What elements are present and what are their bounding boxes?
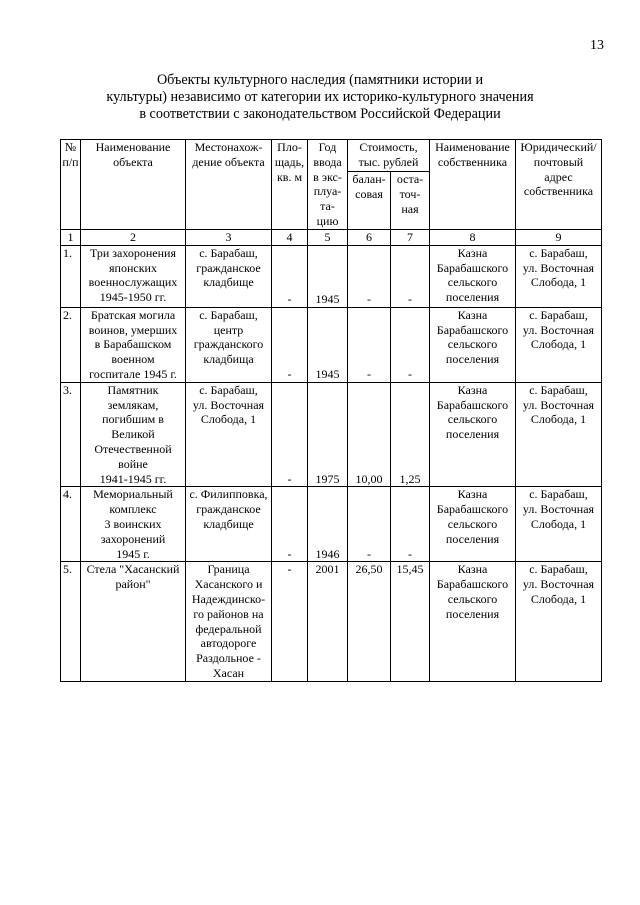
title-line: культуры) независимо от категории их историко-культурного значения (106, 89, 534, 105)
cell-address: с. Барабаш, ул. Восточная Слобода, 1 (516, 245, 602, 307)
header-location: Местонахож- дение объекта (186, 140, 272, 230)
document-title (60, 72, 580, 123)
column-number: 8 (430, 230, 516, 246)
header-cost-residual: оста- точ- ная (391, 172, 430, 230)
cell-balance: - (348, 245, 391, 307)
cell-owner: Казна Барабашского сельского поселения (430, 245, 516, 307)
cell-year: 2001 (308, 562, 348, 682)
page-number: 13 (590, 38, 604, 53)
cell-area: - (272, 487, 308, 562)
header-cost-balance: балан- совая (348, 172, 391, 230)
header-address: Юридический/ почтовый адрес собственника (516, 140, 602, 230)
cell-residual: - (391, 307, 430, 382)
table-row (61, 245, 602, 307)
cell-area: - (272, 245, 308, 307)
table-row (61, 487, 602, 562)
cell-residual: 1,25 (391, 382, 430, 487)
cell-year: 1945 (308, 245, 348, 307)
column-number: 3 (186, 230, 272, 246)
cell-owner: Казна Барабашского сельского поселения (430, 562, 516, 682)
cell-year: 1975 (308, 382, 348, 487)
cell-balance: - (348, 307, 391, 382)
cell-address: с. Барабаш, ул. Восточная Слобода, 1 (516, 307, 602, 382)
cell-balance: 10,00 (348, 382, 391, 487)
column-number: 7 (391, 230, 430, 246)
cell-location: с. Барабаш, гражданское кладбище (186, 245, 272, 307)
column-number: 5 (308, 230, 348, 246)
cell-year: 1946 (308, 487, 348, 562)
column-number: 1 (61, 230, 81, 246)
cell-location: Граница Хасанского и Надеждинско- го районов на федеральной автодороге Раздольное - Хасан (186, 562, 272, 682)
table-row (61, 562, 602, 682)
cell-location: с. Барабаш, центр гражданского кладбища (186, 307, 272, 382)
cell-name: Братская могила воинов, умерших в Барабашском военном госпитале 1945 г. (81, 307, 186, 382)
title-line: в соответствии с законодательством Российской Федерации (139, 106, 501, 122)
column-number: 9 (516, 230, 602, 246)
header-name: Наименование объекта (81, 140, 186, 230)
header-year: Год ввода в экс- плуа- та- цию (308, 140, 348, 230)
cell-name: Памятник землякам, погибшим в Великой Отечественной войне 1941-1945 гг. (81, 382, 186, 487)
column-number: 2 (81, 230, 186, 246)
cell-area: - (272, 562, 308, 682)
heritage-objects-table (60, 139, 602, 682)
table-row (61, 382, 602, 487)
cell-num: 4. (61, 487, 81, 562)
cell-address: с. Барабаш, ул. Восточная Слобода, 1 (516, 487, 602, 562)
cell-balance: - (348, 487, 391, 562)
cell-name: Мемориальный комплекс 3 воинских захоронений 1945 г. (81, 487, 186, 562)
cell-num: 2. (61, 307, 81, 382)
cell-residual: - (391, 245, 430, 307)
cell-location: с. Филипповка, гражданское кладбище (186, 487, 272, 562)
header-num: № п/п (61, 140, 81, 230)
cell-year: 1945 (308, 307, 348, 382)
cell-num: 5. (61, 562, 81, 682)
cell-name: Стела "Хасанский район" (81, 562, 186, 682)
cell-owner: Казна Барабашского сельского поселения (430, 487, 516, 562)
cell-num: 1. (61, 245, 81, 307)
cell-address: с. Барабаш, ул. Восточная Слобода, 1 (516, 562, 602, 682)
cell-num: 3. (61, 382, 81, 487)
header-owner: Наименование собственника (430, 140, 516, 230)
header-cost: Стоимость, тыс. рублей (348, 140, 430, 172)
table-row (61, 307, 602, 382)
cell-location: с. Барабаш, ул. Восточная Слобода, 1 (186, 382, 272, 487)
column-number: 6 (348, 230, 391, 246)
title-line: Объекты культурного наследия (памятники истории и (156, 72, 484, 88)
cell-area: - (272, 307, 308, 382)
cell-residual: - (391, 487, 430, 562)
cell-owner: Казна Барабашского сельского поселения (430, 382, 516, 487)
cell-address: с. Барабаш, ул. Восточная Слобода, 1 (516, 382, 602, 487)
column-number: 4 (272, 230, 308, 246)
header-area: Пло- щадь, кв. м (272, 140, 308, 230)
cell-balance: 26,50 (348, 562, 391, 682)
cell-area: - (272, 382, 308, 487)
cell-residual: 15,45 (391, 562, 430, 682)
cell-name: Три захоронения японских военнослужащих 1945-1950 гг. (81, 245, 186, 307)
cell-owner: Казна Барабашского сельского поселения (430, 307, 516, 382)
